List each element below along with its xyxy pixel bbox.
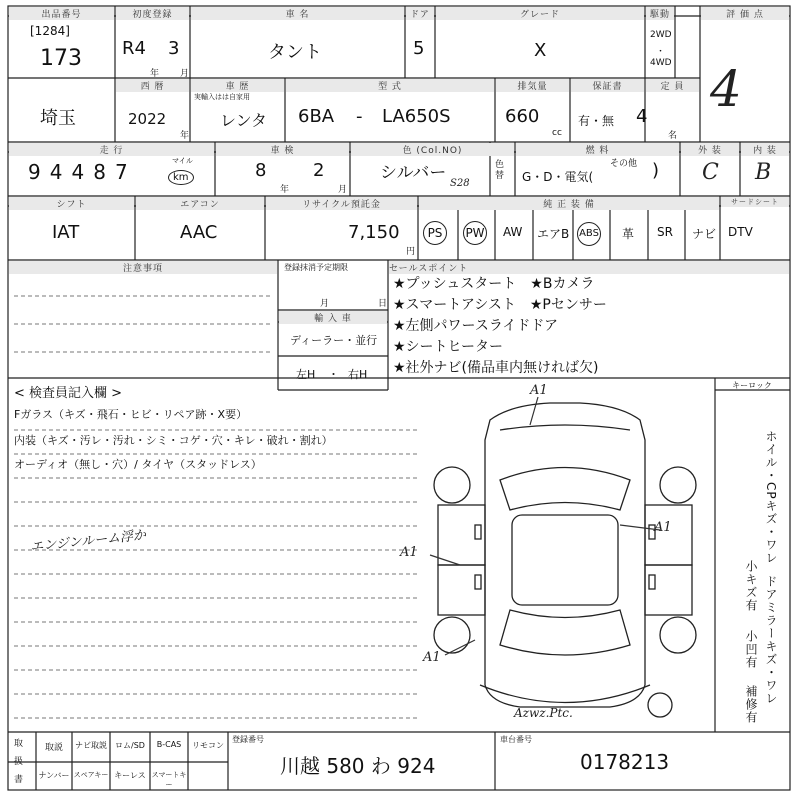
footer-cell: 取説: [44, 743, 63, 753]
inspector-line-interior: 内装（キズ・汚レ・汚れ・シミ・コゲ・穴・キレ・破れ・割れ）: [14, 434, 333, 447]
drive-2wd: 2WD: [650, 30, 672, 40]
sales-point: ★社外ナビ(備品車内無ければ欠): [393, 360, 599, 376]
cc-unit: cc: [552, 128, 562, 138]
header-inspection: 車 検: [216, 143, 349, 156]
header-shift: シフト: [9, 197, 134, 210]
plate-number: 川越 580 わ 924: [280, 754, 436, 778]
capacity-value: 4: [636, 106, 648, 127]
header-color: 色 (Col.NO): [351, 143, 514, 156]
header-reg-dates: 登録抹消予定期限: [284, 263, 348, 272]
header-chassis: 車台番号: [500, 735, 532, 744]
equip-ps: [423, 221, 447, 245]
shift-value: IAT: [52, 222, 80, 243]
footer-cell: ナビ取説: [75, 741, 107, 750]
equip-pw-label: PW: [463, 221, 487, 245]
footer-cell: スマートキー: [151, 771, 187, 789]
aircon-value: AAC: [180, 222, 218, 243]
header-sales-points: セールスポイント: [389, 261, 789, 274]
score-value: 4: [710, 60, 742, 118]
inspection-unit-month: 月: [338, 185, 348, 195]
header-fuel: 燃 料: [516, 143, 679, 156]
drive-dot: ・: [656, 47, 666, 57]
warranty-value: 有・無: [578, 114, 615, 128]
reg-era: R4: [122, 38, 146, 59]
reg-month-label: 月: [320, 299, 330, 309]
left-hand: 左H: [296, 368, 316, 381]
header-purpose: 車 歴: [191, 79, 284, 92]
inspection-unit-year: 年: [280, 185, 290, 195]
header-keylock: キーロック: [732, 381, 772, 390]
doors-value: 5: [413, 38, 425, 59]
header-auction-no: 出品番号: [9, 7, 114, 20]
mileage-digits: [28, 160, 137, 184]
header-first-reg: 初度登録: [116, 7, 189, 20]
header-warranty: 保証書: [571, 79, 644, 92]
reg-month: 3: [168, 38, 180, 59]
region: 埼玉: [40, 108, 76, 129]
model-year: 2022: [128, 110, 167, 128]
equip-airbag: エアB: [537, 227, 570, 241]
color-code: S28: [450, 178, 470, 189]
footer-cell: スペアキー: [73, 771, 109, 779]
color-value: シルバー: [380, 163, 447, 183]
footer-cell: キーレス: [114, 771, 146, 780]
hand-dot: ・: [328, 368, 339, 381]
equip-ps-label: PS: [423, 221, 447, 245]
header-displacement: 排気量: [496, 79, 569, 92]
header-grade: グレード: [436, 7, 644, 20]
header-recycle: リサイクル預託金: [266, 197, 417, 210]
diagram-mark-bottom-left: A1: [423, 650, 441, 665]
model-sep: -: [356, 106, 363, 127]
purpose-value: レンタ: [220, 111, 267, 130]
year-unit: 年: [180, 131, 190, 141]
inspector-line-glass: Fガラス（キズ・飛石・ヒビ・リペア跡・X要）: [14, 408, 248, 421]
header-model-code: 型 式: [286, 79, 494, 92]
header-mileage: 走 行: [9, 143, 214, 156]
equip-leather: 革: [622, 227, 635, 241]
footer-corner-2: 扱: [14, 757, 24, 767]
equip-aw: AW: [503, 225, 523, 239]
side-note-wheel: ホイル・CPキズ・ワレ: [764, 430, 778, 565]
mileage-unit-mile: マイル: [172, 157, 193, 165]
lot-bracket: [1284]: [30, 24, 70, 38]
fuel-other: その他: [610, 159, 638, 169]
diagram-mark-right: A1: [654, 520, 672, 535]
header-interior: 内 装: [741, 143, 789, 156]
equip-abs: [577, 221, 601, 246]
drive-4wd: 4WD: [650, 58, 672, 68]
chassis-number: 0178213: [580, 750, 670, 774]
header-drive: 駆動: [646, 7, 674, 20]
equip-abs-label: ABS: [577, 222, 601, 246]
inspector-line-audio: オーディオ（無し・穴）/ タイヤ（スタッドレス）: [14, 458, 262, 471]
mileage-digit: 4: [49, 160, 72, 184]
sales-points-list: [393, 274, 607, 379]
reg-day-label: 日: [378, 299, 388, 309]
capacity-unit: 名: [668, 131, 678, 141]
side-note-dent: 小凹有: [744, 630, 758, 669]
exterior-score: C: [702, 160, 719, 185]
footer-cell: ロム/SD: [115, 741, 145, 750]
car-diagram: [420, 385, 715, 730]
header-import: 輸 入 車: [279, 311, 387, 324]
purpose-note: 実輸入はは自家用: [194, 93, 250, 101]
diagram-mark-top: A1: [530, 383, 548, 398]
footer-corner-1: 取: [14, 739, 24, 749]
displacement: 660: [505, 106, 540, 127]
mileage-digit: 7: [114, 160, 137, 184]
right-hand: 右H: [348, 368, 368, 381]
inspector-title: < 検査員記入欄 >: [14, 386, 123, 401]
handwritten-note: エンジンルーム浮か: [29, 527, 147, 556]
equip-sr: SR: [657, 225, 673, 239]
header-exterior: 外 装: [681, 143, 739, 156]
model-prefix: 6BA: [298, 106, 335, 127]
lot-number: 173: [40, 46, 82, 71]
diagram-mark-bottom-note: Azwz.Ptc.: [514, 706, 573, 720]
sales-point: ★スマートアシスト ★Pセンサー: [393, 297, 607, 313]
sales-point: ★左側パワースライドドア: [393, 318, 559, 334]
model-code: LA650S: [382, 106, 451, 127]
header-seats: サードシート: [721, 197, 789, 207]
inspection-month: 2: [313, 160, 325, 181]
recycle-unit: 円: [406, 247, 416, 257]
reg-unit-month: 月: [180, 69, 190, 79]
equip-dtv: DTV: [728, 225, 753, 239]
diagram-mark-left: A1: [400, 545, 418, 560]
header-score: 評 価 点: [701, 7, 789, 20]
equip-navi: ナビ: [692, 227, 717, 241]
mileage-digit: 4: [71, 160, 94, 184]
header-equipment: 純 正 装 備: [419, 197, 719, 210]
header-aircon: エアコン: [136, 197, 264, 210]
sales-point: ★プッシュスタート ★Bカメラ: [393, 276, 595, 292]
model-name: タント: [268, 42, 322, 63]
side-note-repair: 補修有: [744, 685, 758, 724]
header-plate: 登録番号: [232, 735, 264, 744]
footer-cell: ナンバー: [38, 771, 70, 780]
color-side-label: 色替: [495, 160, 505, 181]
sales-point: ★シートヒーター: [393, 339, 503, 355]
side-note-small-scratch: 小キズ有: [744, 560, 758, 612]
header-model-name: 車 名: [191, 7, 404, 20]
recycle-value: 7,150: [348, 222, 400, 243]
equip-pw: [463, 221, 487, 245]
header-year: 西 暦: [116, 79, 189, 92]
header-capacity: 定 員: [646, 79, 699, 92]
dealer-parallel: ディーラー・並行: [290, 334, 378, 347]
fuel-close: ): [652, 160, 660, 181]
footer-corner-3: 書: [14, 775, 24, 785]
mileage-unit-km: km: [168, 170, 194, 185]
side-note-mirror: ドアミラーキズ・ワレ: [764, 575, 778, 705]
fuel-options: G・D・電気(: [522, 170, 594, 184]
mileage-digit: 8: [93, 160, 115, 184]
footer-cell: B-CAS: [156, 740, 182, 749]
header-notes: 注意事項: [9, 261, 277, 274]
header-doors: ドア: [406, 7, 434, 20]
inspection-year: 8: [255, 160, 267, 181]
reg-unit-year: 年: [150, 69, 160, 79]
mileage-digit: 9: [28, 160, 50, 184]
interior-score: B: [755, 160, 772, 185]
footer-cell: リモコン: [192, 741, 224, 750]
grade-value: X: [534, 40, 547, 61]
